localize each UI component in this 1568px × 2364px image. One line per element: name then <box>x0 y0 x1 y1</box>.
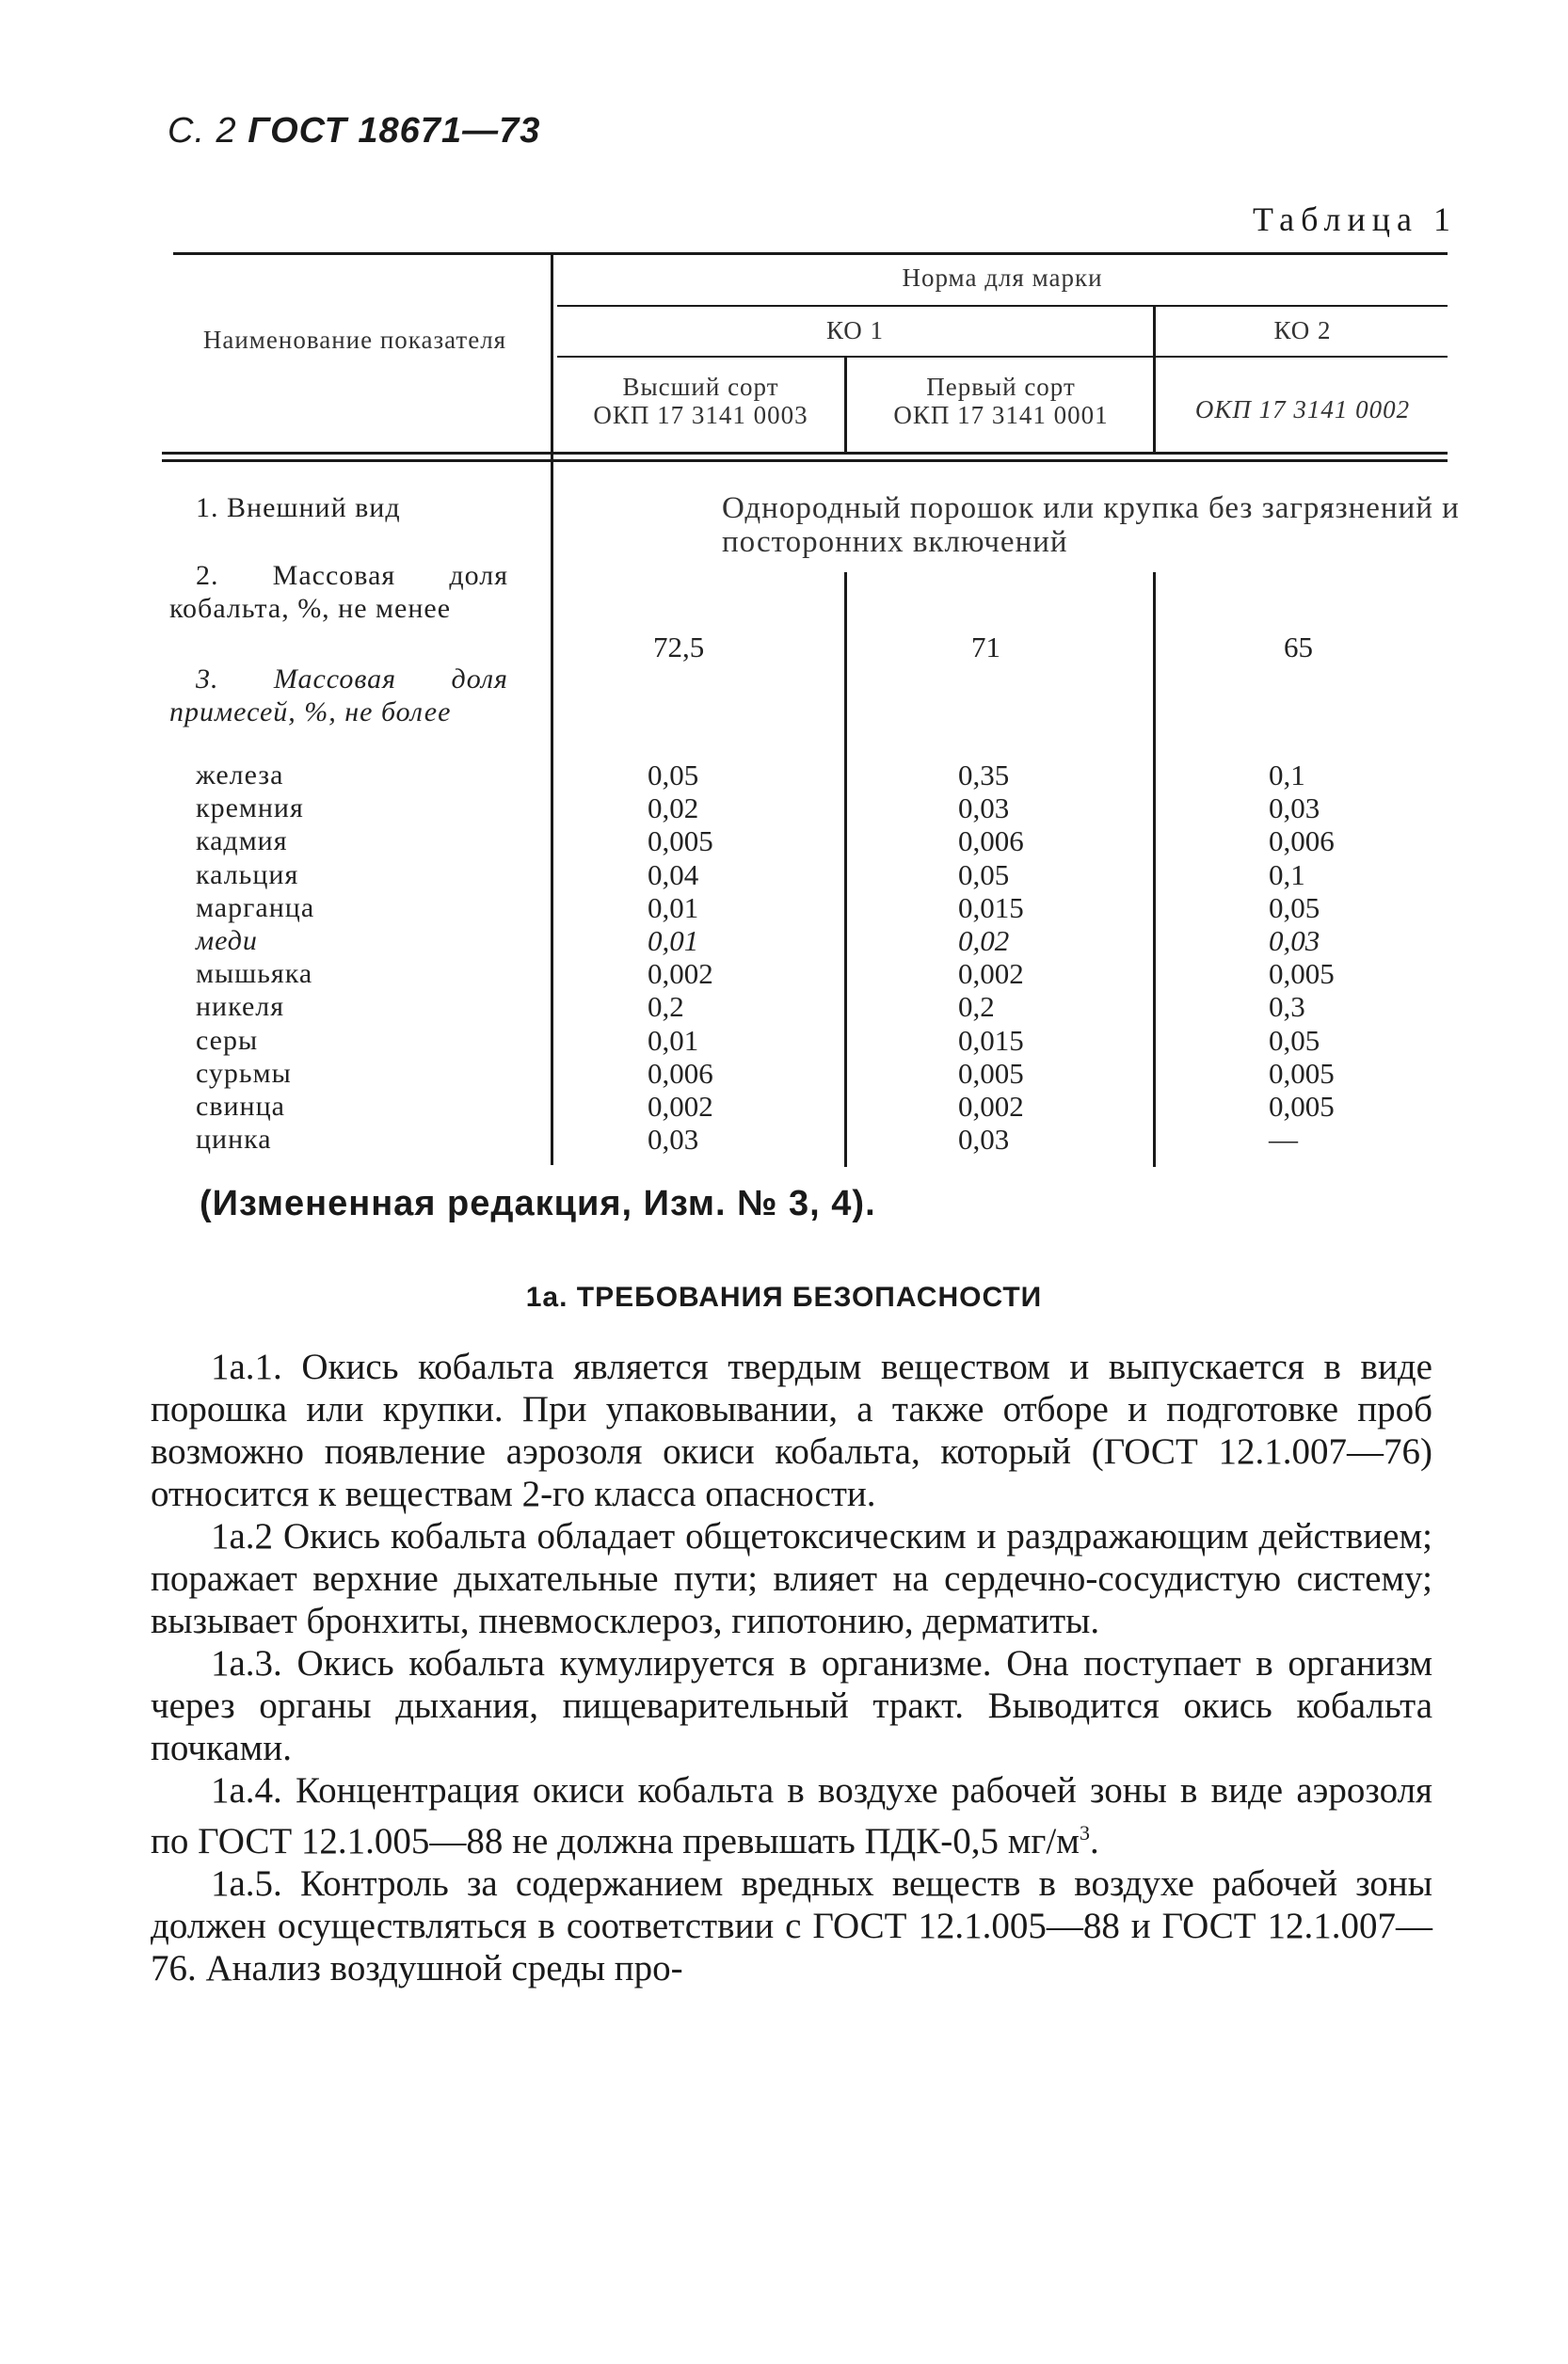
impurity-value-first: 0,05 <box>958 858 1010 891</box>
impurity-value-first: 0,002 <box>958 1090 1024 1123</box>
header-vline-grade <box>1153 305 1156 454</box>
first-sort-okp: ОКП 17 3141 0001 <box>893 401 1109 429</box>
impurity-value-highest: 0,03 <box>648 1123 699 1156</box>
header-vline-name <box>551 252 553 459</box>
paragraph-1a2: 1а.2 Окись кобальта обладает общетоксическим и раздражающим действием; поражает верхние дыхательные пути; влияет на сердечно-сосудистую систему; вызывает бронхиты, пневмосклероз, гипотонию, дерматиты. <box>151 1516 1432 1641</box>
body-vline-sort <box>844 572 847 1167</box>
impurity-value-highest: 0,04 <box>648 858 699 891</box>
superscript-3: 3 <box>1079 1821 1090 1845</box>
impurity-name: кальция <box>196 859 299 890</box>
impurity-name: мышьяка <box>196 958 313 989</box>
first-sort-header <box>849 373 1153 429</box>
cobalt-value-first: 71 <box>971 631 1000 663</box>
impurity-value-highest: 0,002 <box>648 957 713 990</box>
highest-sort-label: Высший сорт <box>622 373 779 401</box>
impurity-value-ko2: 0,005 <box>1269 1057 1335 1090</box>
body-vline-grade <box>1153 572 1156 1167</box>
header-rule-1 <box>557 305 1448 307</box>
grade-ko2-header: КО 2 <box>1273 316 1332 344</box>
impurity-value-first: 0,006 <box>958 824 1024 857</box>
impurity-value-ko2: 0,1 <box>1269 759 1305 791</box>
impurity-name: никеля <box>196 991 285 1022</box>
impurity-value-first: 0,015 <box>958 891 1024 924</box>
change-note: (Измененная редакция, Изм. № 3, 4). <box>200 1184 876 1223</box>
page-label: С. 2 <box>168 111 237 151</box>
paragraph-1a4 <box>151 1769 1432 1862</box>
header-vline-sort <box>844 356 847 454</box>
impurity-value-highest: 0,006 <box>648 1057 713 1090</box>
impurity-value-ko2: 0,005 <box>1269 1090 1335 1123</box>
row-appearance-value: Однородный порошок или крупка без загрязнений и посторонних включений <box>722 491 1460 559</box>
impurity-value-highest: 0,005 <box>648 824 713 857</box>
body-vline-name <box>551 461 553 1165</box>
highest-sort-header <box>557 373 844 429</box>
impurity-name: марганца <box>196 892 315 923</box>
impurity-name: меди <box>196 925 258 956</box>
grade-ko1-header: КО 1 <box>825 316 885 344</box>
impurity-value-ko2: 0,1 <box>1269 858 1305 891</box>
row-appearance-label: 1. Внешний вид <box>196 492 401 523</box>
impurity-value-ko2: 0,05 <box>1269 1024 1320 1057</box>
impurity-name: цинка <box>196 1124 272 1155</box>
impurity-value-highest: 0,002 <box>648 1090 713 1123</box>
norm-header: Норма для марки <box>902 264 1103 292</box>
impurity-value-highest: 0,2 <box>648 990 684 1023</box>
first-sort-label: Первый сорт <box>926 373 1076 401</box>
section-title: 1а. ТРЕБОВАНИЯ БЕЗОПАСНОСТИ <box>525 1282 1043 1313</box>
row-impurities-label: 3. Массовая доля примесей, %, не более <box>169 663 508 727</box>
running-head <box>168 111 540 152</box>
table-caption: Таблица 1 <box>1253 200 1457 238</box>
impurity-name: сурьмы <box>196 1058 292 1089</box>
cobalt-value-ko2: 65 <box>1284 631 1313 663</box>
impurity-value-highest: 0,01 <box>648 924 699 957</box>
impurity-value-ko2: 0,3 <box>1269 990 1305 1023</box>
paragraph-1a4-end: . <box>1089 1821 1099 1861</box>
table-top-rule <box>173 252 1448 255</box>
paragraph-1a5: 1а.5. Контроль за содержанием вредных веществ в воздухе рабочей зоны должен осуществляться в соответствии с ГОСТ 12.1.005—88 и ГОСТ 12.1.007—76. Анализ воздушной среды про- <box>151 1863 1432 1989</box>
highest-sort-okp: ОКП 17 3141 0003 <box>593 401 808 429</box>
impurity-name: кремния <box>196 792 304 823</box>
impurity-name: железа <box>196 759 284 791</box>
impurity-value-ko2: 0,05 <box>1269 891 1320 924</box>
impurity-value-first: 0,02 <box>958 924 1010 957</box>
paragraph-1a3: 1а.3. Окись кобальта кумулируется в организме. Она поступает в организм через органы дыхания, пищеварительный тракт. Выводится окись кобальта почками. <box>151 1643 1432 1768</box>
impurity-value-highest: 0,05 <box>648 759 699 791</box>
impurity-name: кадмия <box>196 825 288 856</box>
paragraph-1a4-text: 1а.4. Концентрация окиси кобальта в воздухе рабочей зоны в виде аэрозоля по ГОСТ 12.1.005—88 не должна превышать ПДК-0,5 мг/м <box>151 1770 1432 1861</box>
impurity-value-first: 0,2 <box>958 990 995 1023</box>
impurity-value-first: 0,35 <box>958 759 1010 791</box>
impurity-value-first: 0,002 <box>958 957 1024 990</box>
specification-table <box>162 239 1460 1161</box>
impurity-name: свинца <box>196 1091 285 1122</box>
impurity-value-ko2: 0,006 <box>1269 824 1335 857</box>
impurity-value-highest: 0,02 <box>648 791 699 824</box>
paragraph-1a1: 1а.1. Окись кобальта является твердым веществом и выпускается в виде порошка или крупки. При упаковывании, а также отборе и подготовке проб возможно появление аэрозоля окиси кобальта, который (ГОСТ 12.1.007—76) относится к веществам 2-го класса опасности. <box>151 1347 1432 1514</box>
row-cobalt-label: 2. Массовая доля кобальта, %, не менее <box>169 560 508 624</box>
cobalt-value-highest: 72,5 <box>653 631 705 663</box>
impurity-value-ko2: 0,03 <box>1269 924 1320 957</box>
impurity-value-first: 0,03 <box>958 1123 1010 1156</box>
header-bottom-rule-1 <box>162 452 1448 455</box>
impurity-value-first: 0,015 <box>958 1024 1024 1057</box>
impurity-value-highest: 0,01 <box>648 891 699 924</box>
impurity-value-ko2: — <box>1269 1123 1298 1156</box>
body-text <box>151 1346 1432 1989</box>
impurity-value-highest: 0,01 <box>648 1024 699 1057</box>
ko2-okp-header: ОКП 17 3141 0002 <box>1194 395 1411 423</box>
header-bottom-rule-2 <box>162 459 1448 462</box>
impurity-value-first: 0,005 <box>958 1057 1024 1090</box>
col-name-header: Наименование показателя <box>202 326 507 354</box>
header-rule-2 <box>557 356 1448 358</box>
impurity-value-ko2: 0,03 <box>1269 791 1320 824</box>
impurity-value-first: 0,03 <box>958 791 1010 824</box>
impurity-value-ko2: 0,005 <box>1269 957 1335 990</box>
impurity-name: серы <box>196 1025 259 1056</box>
gost-label: ГОСТ 18671—73 <box>248 111 541 151</box>
